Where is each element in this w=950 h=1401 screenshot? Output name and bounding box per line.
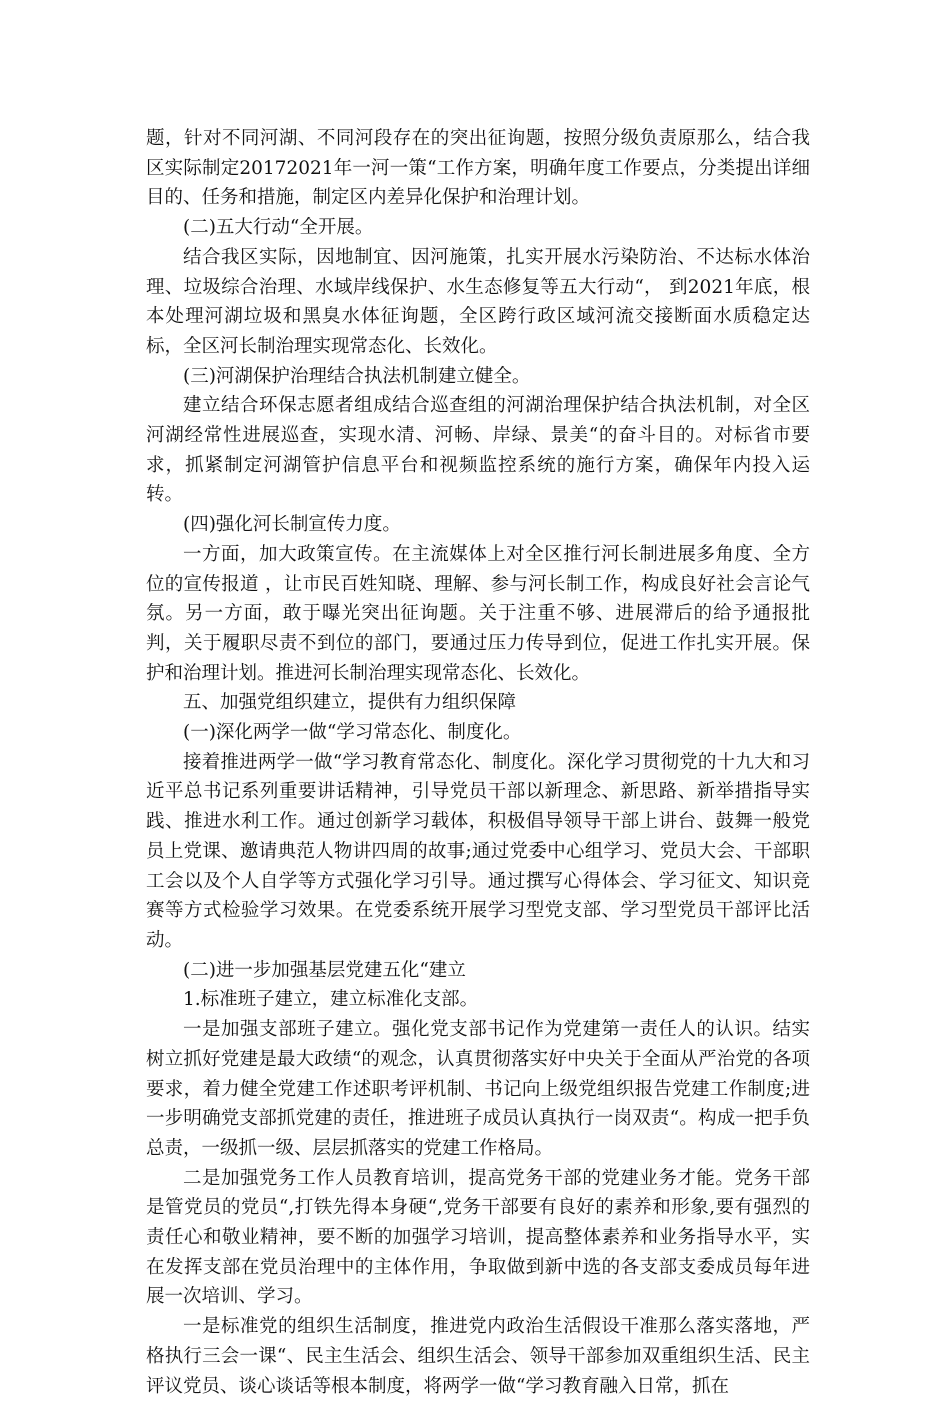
section-heading-grassroots-party: (二)进一步加强基层党建五化“建立 bbox=[183, 959, 466, 981]
paragraph-staff-training: 二是加强党务工作人员教育培训，提高党务干部的党建业务才能。党务干部是管党员的党员“,打铁先得本身硬“,党务干部要有良好的素养和形象,要有强烈的责任心和敬业精神，要不断的加强学习培训，提高整体素养和业务指导水平，实在发挥支部在党员治理中的主体作用，争取做到新中选的各支部支委成员每年进展一次培训、学习。 bbox=[146, 1167, 810, 1308]
section-heading-study-normalization: (一)深化两学一做“学习常态化、制度化。 bbox=[183, 722, 522, 744]
paragraph-organization-life: 一是标准党的组织生活制度，推进党内政治生活假设干准那么落实落地，严格执行三会一课“、民主生活会、组织生活会、领导干部参加双重组织生活、民主评议党员、谈心谈话等根本制度，将两学一做“学习教育融入日常，抓在 bbox=[146, 1316, 810, 1397]
paragraph-study-normalization: 接着推进两学一做“学习教育常态化、制度化。深化学习贯彻党的十九大和习近平总书记系列重要讲话精神，引导党员干部以新理念、新思路、新举措指导实践、推进水利工作。通过创新学习载体，积极倡导领导干部上讲台、鼓舞一般党员上党课、邀请典范人物讲四周的故事;通过党委中心组学习、党员大会、干部职工会以及个人自学等方式强化学习引导。通过撰写心得体会、学习征文、知识竞赛等方式检验学习效果。在党委系统开展学习型党支部、学习型党员干部评比活动。 bbox=[146, 751, 810, 951]
section-heading-five-actions: (二)五大行动“全开展。 bbox=[183, 217, 374, 239]
paragraph-branch-team: 一是加强支部班子建立。强化党支部书记作为党建第一责任人的认识。结实树立抓好党建是最大政绩“的观念，认真贯彻落实好中央关于全面从严治党的各项要求，着力健全党建工作述职考评机制、书记向上级党组织报告党建工作制度;进一步明确党支部抓党建的责任，推进班子成员认真执行一岗双责“。构成一把手负总责，一级抓一级、层层抓落实的党建工作格局。 bbox=[146, 1019, 810, 1159]
paragraph-enforcement-mechanism: 建立结合环保志愿者组成结合巡查组的河湖治理保护结合执法机制，对全区河湖经常性进展巡查，实现水清、河畅、岸绿、景美“的奋斗目的。对标省市要求，抓紧制定河湖管护信息平台和视频监控系统的施行方案，确保年内投入运转。 bbox=[146, 395, 810, 506]
chapter-heading-party-building: 五、加强党组织建立，提供有力组织保障 bbox=[183, 692, 517, 714]
paragraph-continuation: 题，针对不同河湖、不同河段存在的突出征询题，按照分级负责原那么，结合我区实际制定20172021年一河一策“工作方案，明确年度工作要点，分类提出详细目的、任务和措施，制定区内差异化保护和治理计划。 bbox=[146, 128, 810, 209]
paragraph-five-actions: 结合我区实际，因地制宜、因河施策，扎实开展水污染防治、不达标水体治理、垃圾综合治理、水域岸线保护、水生态修复等五大行动“， 到2021年底，根本处理河湖垃圾和黑臭水体征询题，全区跨行政区域河流交接断面水质稳定达标，全区河长制治理实现常态化、长效化。 bbox=[146, 246, 810, 357]
paragraph-publicity: 一方面，加大政策宣传。在主流媒体上对全区推行河长制进展多角度、全方位的宣传报道 ，让市民百姓知晓、理解、参与河长制工作，构成良好社会言论气氛。另一方面，敢于曝光突出征询题。关于注重不够、进展滞后的给予通报批判，关于履职尽责不到位的部门，要通过压力传导到位，促进工作扎实开展。保护和治理计划。推进河长制治理实现常态化、长效化。 bbox=[146, 543, 810, 684]
subsection-heading-standard-team: 1.标准班子建立，建立标准化支部。 bbox=[183, 989, 479, 1011]
section-heading-publicity: (四)强化河长制宣传力度。 bbox=[183, 514, 401, 536]
section-heading-enforcement-mechanism: (三)河湖保护治理结合执法机制建立健全。 bbox=[183, 365, 531, 387]
document-page bbox=[146, 124, 810, 1401]
